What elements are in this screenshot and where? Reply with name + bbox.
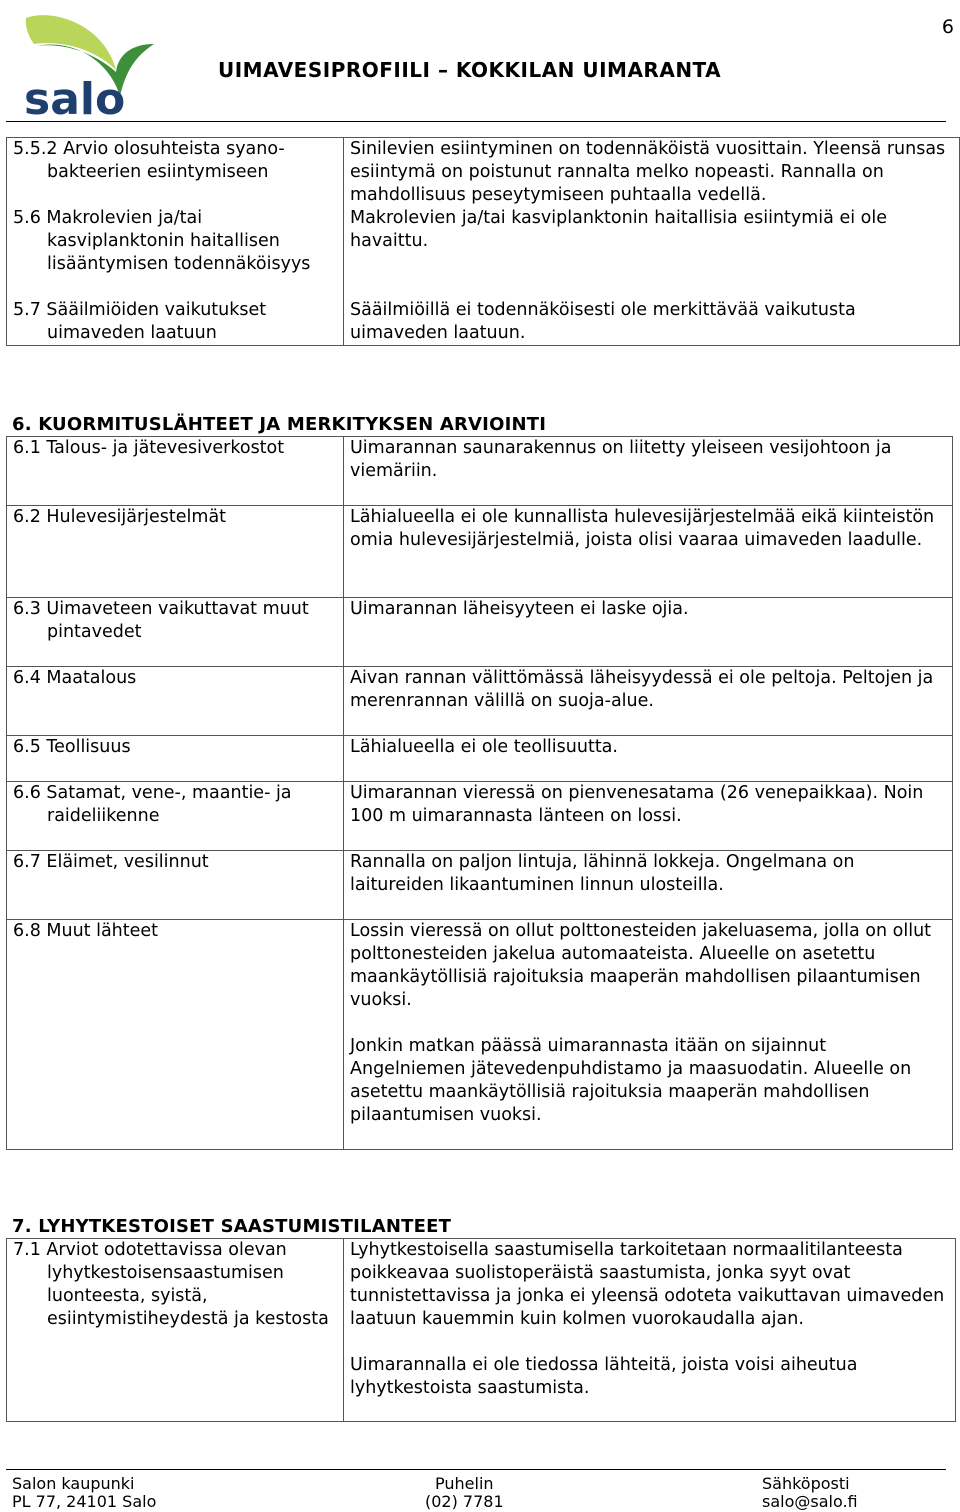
row-label: 6.3 Uimaveteen vaikuttavat muut pintavedet [13, 599, 309, 642]
footer-email [762, 1475, 858, 1511]
header-rule [6, 121, 946, 122]
document-title: UIMAVESIPROFIILI – KOKKILAN UIMARANTA [218, 58, 722, 82]
row-label: 6.5 Teollisuus [13, 737, 131, 757]
text-cell [344, 736, 953, 782]
table-row [7, 736, 953, 782]
footer-org: Salon kaupunki [12, 1474, 135, 1493]
section6-heading: 6. KUORMITUSLÄHTEET JA MERKITYKSEN ARVIOINTI [12, 414, 547, 435]
salo-logo [12, 10, 162, 122]
row-label: 5.6 Makrolevien ja/tai kasviplanktonin haitallisen lisääntymisen todennäköisyys [13, 208, 311, 274]
table-row [7, 782, 953, 851]
section6-table [6, 436, 953, 1150]
footer-postal: PL 77, 24101 Salo [12, 1492, 157, 1511]
footer-email-address[interactable]: salo@salo.fi [762, 1492, 858, 1511]
row-text: Lyhytkestoisella saastumisella tarkoitetaan normaalitilanteesta poikkeavaa suolistoperäistä saastumista, jonka syyt ovat tunnistettavissa ja jonka ei yleensä odoteta vaikuttavan uimaveden laatuun kauemmin kuin kolmen vuorokaudalla ajan. [350, 1240, 945, 1329]
row-text: Rannalla on paljon lintuja, lähinnä lokkeja. Ongelmana on laitureiden likaantuminen linnun ulosteilla. [350, 852, 855, 895]
row-text: Uimarannan saunarakennus on liitetty yleiseen vesijohtoon ja viemäriin. [350, 438, 892, 481]
label-cell [7, 1239, 344, 1422]
row-label: 6.4 Maatalous [13, 668, 137, 688]
label-cell [7, 920, 344, 1150]
row-text: Makrolevien ja/tai kasviplanktonin haitallisia esiintymiä ei ole havaittu. [350, 208, 887, 251]
text-cell [344, 437, 953, 506]
row-label: 7.1 Arviot odotettavissa olevan lyhytkestoisensaastumisen luonteesta, syistä, esiintymistiheydestä ja kestosta [13, 1240, 329, 1329]
table-row [7, 920, 953, 1150]
text-cell [344, 138, 960, 346]
text-cell [344, 667, 953, 736]
table-row [7, 851, 953, 920]
label-cell [7, 506, 344, 598]
label-cell [7, 667, 344, 736]
page-number: 6 [941, 16, 954, 38]
row-text: Sääilmiöillä ei todennäköisesti ole merkittävää vaikutusta uimaveden laatuun. [350, 300, 856, 343]
table-row [7, 598, 953, 667]
logo-wordmark: salo [24, 74, 126, 122]
row-label: 6.8 Muut lähteet [13, 921, 159, 941]
section7-heading: 7. LYHYTKESTOISET SAASTUMISTILANTEET [12, 1216, 452, 1237]
text-cell [344, 782, 953, 851]
footer-rule [6, 1469, 946, 1470]
label-cell [7, 736, 344, 782]
row-label: 6.7 Eläimet, vesilinnut [13, 852, 209, 872]
footer-phone-number: (02) 7781 [425, 1492, 504, 1511]
text-cell [344, 1239, 956, 1422]
text-cell [344, 851, 953, 920]
footer-email-label: Sähköposti [762, 1474, 850, 1493]
table-row [7, 1239, 956, 1422]
section5-table [6, 137, 960, 346]
row-text: Sinilevien esiintyminen on todennäköistä vuosittain. Yleensä runsas esiintymä on poistunut rannalta melko nopeasti. Rannalla on mahdollisuus peseytymiseen puhtaalla vedellä. [350, 139, 946, 205]
row-label: 6.6 Satamat, vene-, maantie- ja raideliikenne [13, 783, 292, 826]
table-row [7, 667, 953, 736]
row-label: 6.2 Hulevesijärjestelmät [13, 507, 227, 527]
footer-phone [425, 1475, 504, 1511]
table-row [7, 437, 953, 506]
label-cell [7, 851, 344, 920]
row-text: Lähialueella ei ole teollisuutta. [350, 737, 618, 757]
row-text: Uimarannalla ei ole tiedossa lähteitä, joista voisi aiheutua lyhytkestoista saastumista. [350, 1355, 858, 1398]
row-text: Uimarannan läheisyyteen ei laske ojia. [350, 599, 689, 619]
section7-table [6, 1238, 956, 1422]
row-text: Lähialueella ei ole kunnallista hulevesijärjestelmää eikä kiinteistön omia hulevesijärjestelmiä, joista olisi vaaraa uimaveden laadulle. [350, 507, 935, 550]
row-label: 5.7 Sääilmiöiden vaikutukset uimaveden laatuun [13, 300, 267, 343]
label-cell [7, 138, 344, 346]
table-row [7, 138, 960, 346]
label-cell [7, 437, 344, 506]
label-cell [7, 598, 344, 667]
row-label: 6.1 Talous- ja jätevesiverkostot [13, 438, 285, 458]
row-label: 5.5.2 Arvio olosuhteista syano- bakteerien esiintymiseen [13, 139, 285, 182]
row-text: Lossin vieressä on ollut polttonesteiden jakeluasema, jolla on ollut polttonesteiden jakelua automaateista. Alueelle on asetettu maankäytöllisiä rajoituksia maaperän mahdollisen pilaantumisen vuoksi. [350, 921, 932, 1010]
footer-phone-label: Puhelin [435, 1474, 494, 1493]
table-row [7, 506, 953, 598]
text-cell [344, 598, 953, 667]
leaf-light-shape [26, 15, 116, 70]
label-cell [7, 782, 344, 851]
row-text: Aivan rannan välittömässä läheisyydessä ei ole peltoja. Peltojen ja merenrannan välillä on suoja-alue. [350, 668, 934, 711]
footer-address [12, 1475, 156, 1511]
text-cell [344, 506, 953, 598]
text-cell [344, 920, 953, 1150]
row-text: Uimarannan vieressä on pienvenesatama (26 venepaikkaa). Noin 100 m uimarannasta länteen on lossi. [350, 783, 924, 826]
row-text: Jonkin matkan päässä uimarannasta itään on sijainnut Angelniemen jätevedenpuhdistamo ja maasuodatin. Alueelle on asetettu maankäytöllisiä rajoituksia maaperän mahdollisen pilaantumisen vuoksi. [350, 1036, 912, 1125]
